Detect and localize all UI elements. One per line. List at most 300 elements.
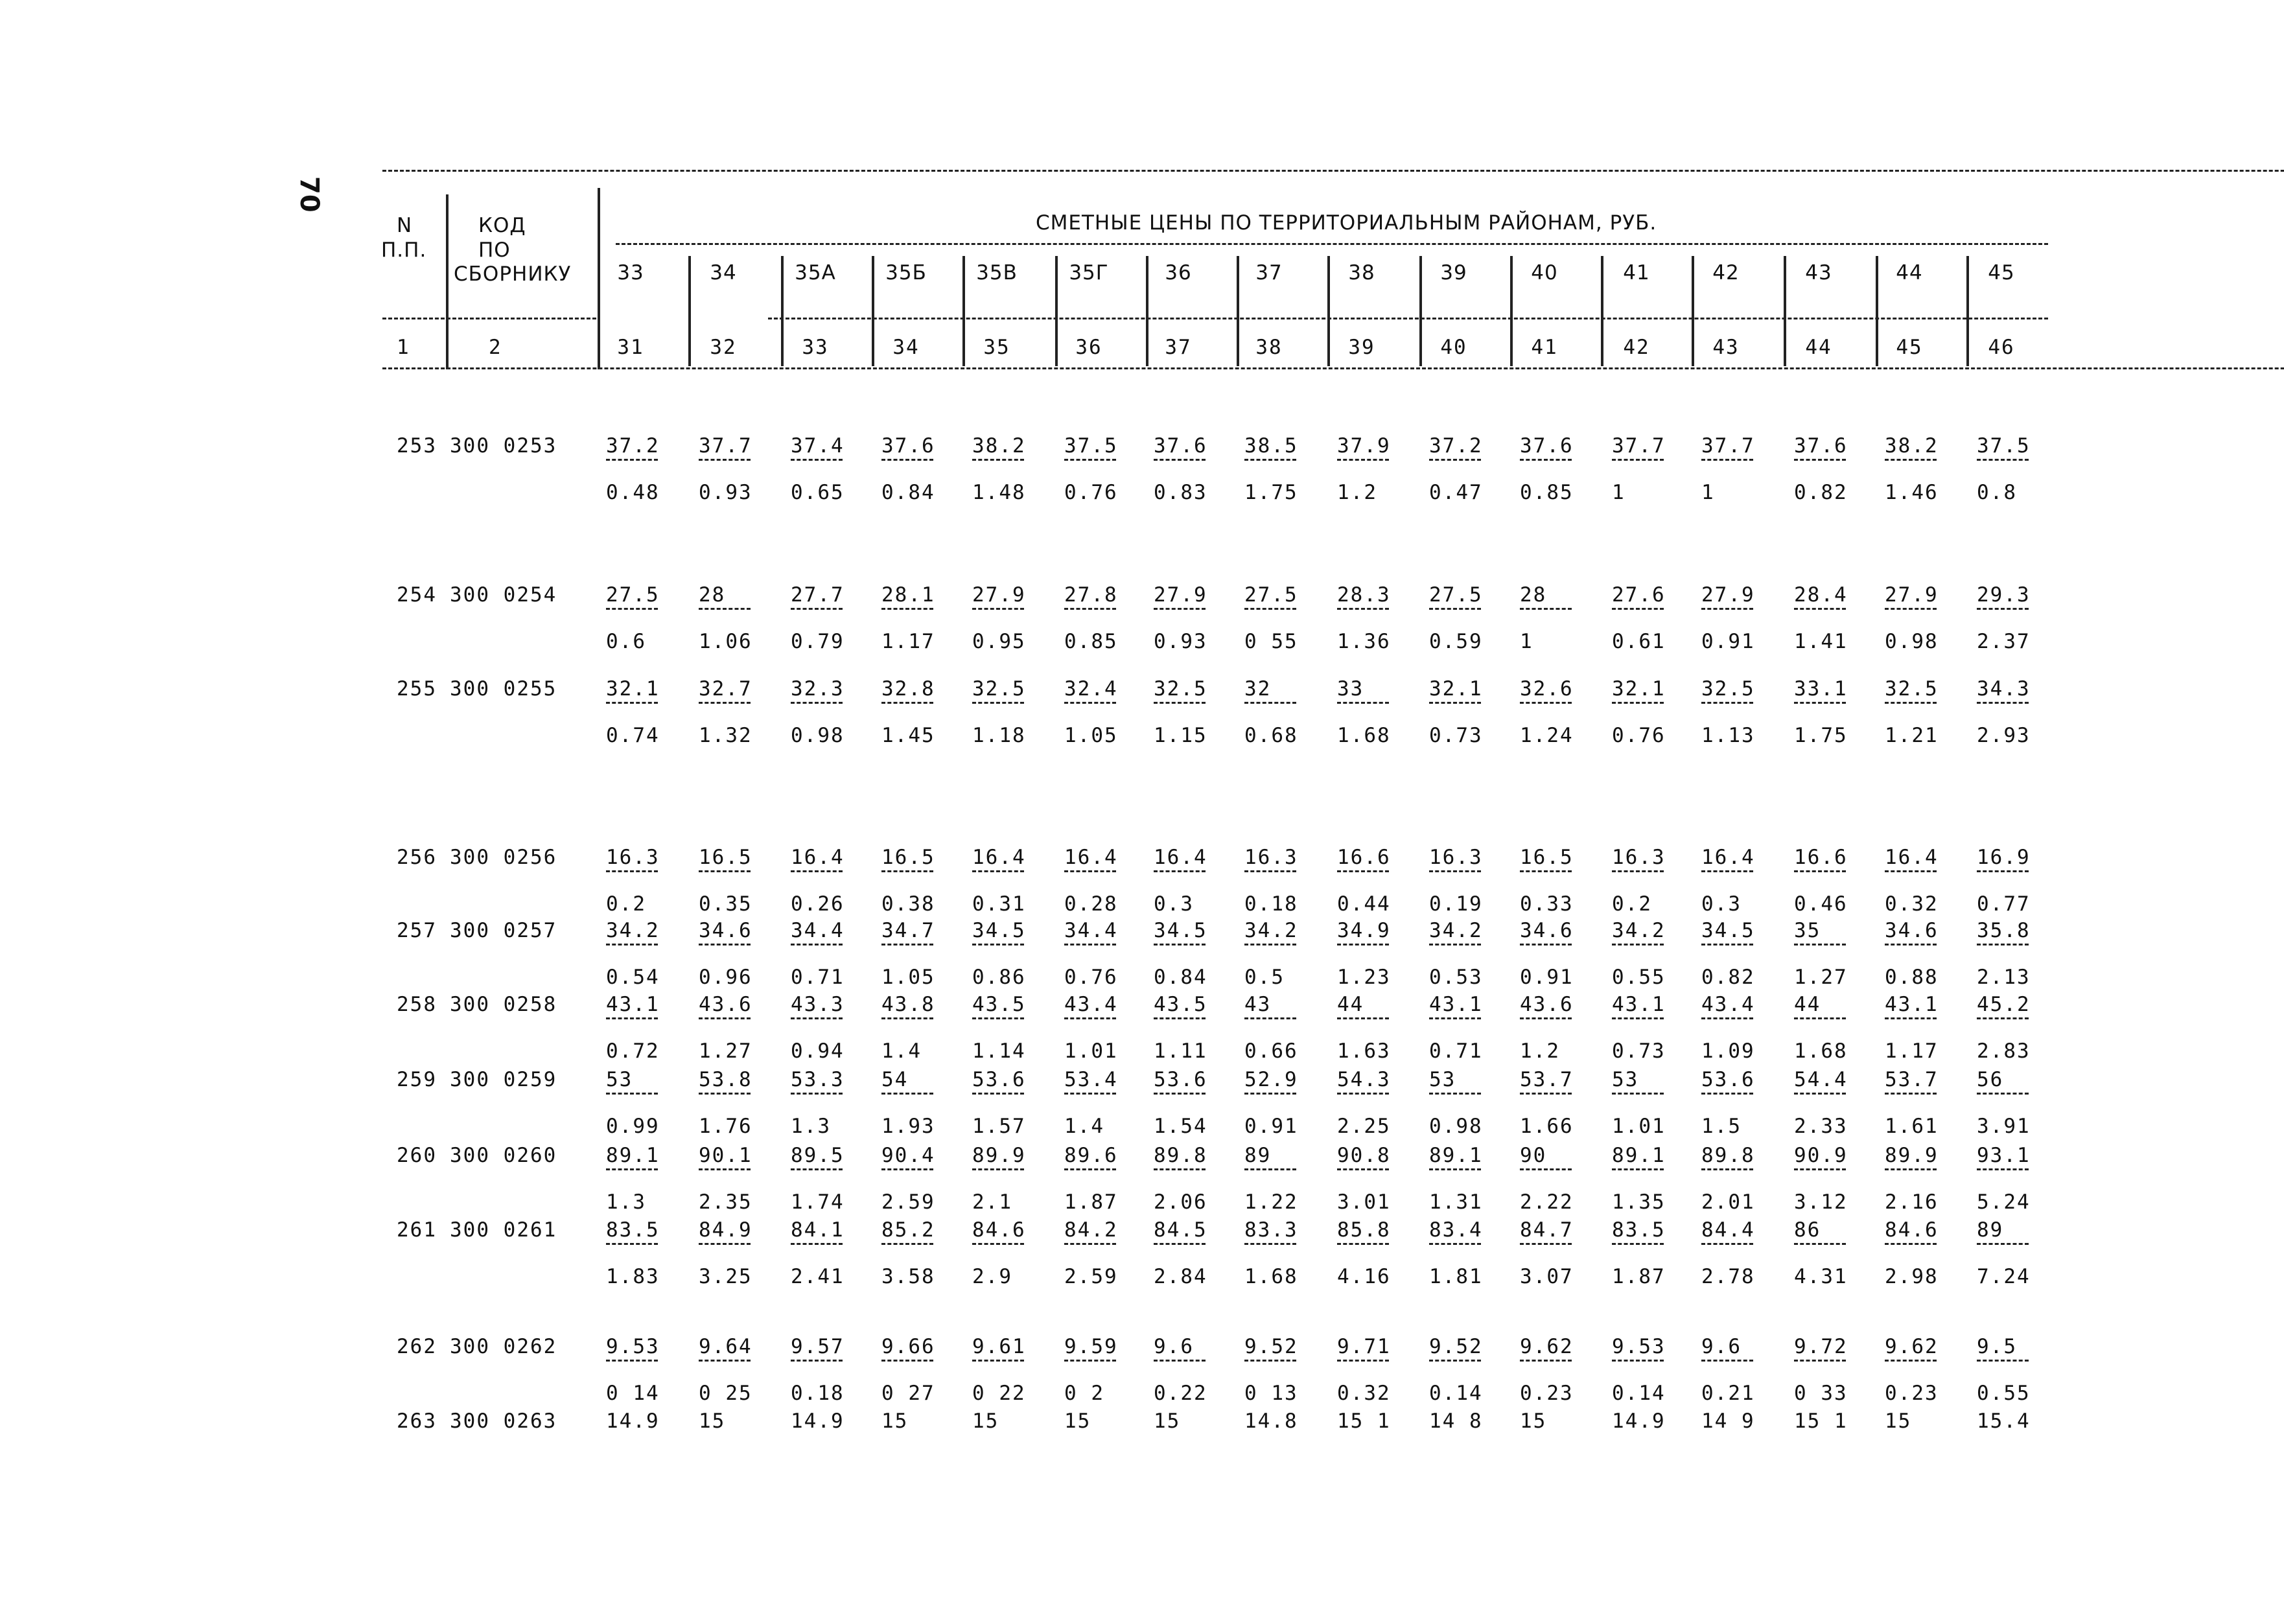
fraction-bar xyxy=(972,608,1024,610)
fraction-bar xyxy=(606,1243,658,1245)
fraction-bar xyxy=(1977,608,2029,610)
fraction-bar xyxy=(972,702,1024,704)
fraction-bar xyxy=(699,1360,751,1362)
price-value: 28 xyxy=(699,583,726,607)
price-value-sub: 0.22 xyxy=(1154,1382,1207,1405)
price-value-sub: 1.23 xyxy=(1337,966,1391,989)
price-value-sub: 1.15 xyxy=(1154,724,1207,747)
fraction-bar xyxy=(1244,608,1296,610)
fraction-bar xyxy=(1064,1360,1116,1362)
price-value: 32.5 xyxy=(972,677,1026,701)
price-value: 84.4 xyxy=(1701,1218,1755,1242)
column-divider xyxy=(781,256,784,366)
price-value: 43.3 xyxy=(791,993,845,1016)
fraction-bar xyxy=(1244,1360,1296,1362)
price-value: 84.7 xyxy=(1520,1218,1574,1242)
price-value: 27.5 xyxy=(1244,583,1298,607)
fraction-bar xyxy=(1612,1360,1664,1362)
fraction-bar xyxy=(1154,608,1206,610)
price-value: 37.6 xyxy=(1520,434,1574,458)
price-value: 14.8 xyxy=(1244,1409,1298,1433)
price-value-sub: 0.82 xyxy=(1794,481,1848,504)
fraction-bar xyxy=(1154,1093,1206,1095)
column-number: 42 xyxy=(1623,336,1650,359)
price-value-sub: 1.4 xyxy=(1064,1115,1104,1138)
price-value-sub: 0 14 xyxy=(606,1382,660,1405)
fraction-bar xyxy=(972,1093,1024,1095)
fraction-bar xyxy=(972,1360,1024,1362)
fraction-bar xyxy=(1520,1017,1572,1019)
price-value-sub: 1.3 xyxy=(791,1115,831,1138)
column-number: 33 xyxy=(802,336,829,359)
fraction-bar xyxy=(1701,1168,1753,1170)
fraction-bar xyxy=(791,1243,843,1245)
price-value-sub: 0.19 xyxy=(1429,892,1483,916)
price-value-sub: 1.45 xyxy=(881,724,935,747)
price-value-sub: 0.35 xyxy=(699,892,752,916)
price-value: 16.5 xyxy=(881,846,935,869)
price-value: 16.6 xyxy=(1794,846,1848,869)
fraction-bar xyxy=(699,944,751,945)
price-value: 27.9 xyxy=(1154,583,1207,607)
price-value-sub: 1.06 xyxy=(699,630,752,653)
price-value: 16.4 xyxy=(1064,846,1118,869)
fraction-bar xyxy=(881,1017,933,1019)
price-value-sub: 1.22 xyxy=(1244,1190,1298,1214)
fraction-bar xyxy=(1429,1093,1481,1095)
price-value: 15 xyxy=(1064,1409,1091,1433)
row-number: 255 xyxy=(397,677,437,701)
price-value: 9.59 xyxy=(1064,1335,1118,1358)
price-value-sub: 5.24 xyxy=(1977,1190,2031,1214)
price-value-sub: 1.83 xyxy=(606,1265,660,1288)
price-value: 93.1 xyxy=(1977,1144,2031,1167)
price-value: 34.3 xyxy=(1977,677,2031,701)
price-value: 32.7 xyxy=(699,677,752,701)
price-value-sub: 2.1 xyxy=(972,1190,1012,1214)
row-number: 254 xyxy=(397,583,437,607)
price-value: 43.5 xyxy=(972,993,1026,1016)
fraction-bar xyxy=(1612,870,1664,872)
fraction-bar xyxy=(1612,1093,1664,1095)
price-value-sub: 0.95 xyxy=(972,630,1026,653)
price-value-sub: 0.73 xyxy=(1429,724,1483,747)
price-value-sub: 1.48 xyxy=(972,481,1026,504)
price-value: 37.6 xyxy=(1794,434,1848,458)
price-value: 53.7 xyxy=(1885,1068,1939,1091)
price-value-sub: 0.82 xyxy=(1701,966,1755,989)
price-value: 16.3 xyxy=(1612,846,1666,869)
price-value-sub: 0 27 xyxy=(881,1382,935,1405)
price-value-sub: 0.85 xyxy=(1064,630,1118,653)
fraction-bar xyxy=(1794,702,1846,704)
fraction-bar xyxy=(1337,1243,1389,1245)
price-value-sub: 0.32 xyxy=(1885,892,1939,916)
price-value-sub: 0.98 xyxy=(1429,1115,1483,1138)
price-value: 90 xyxy=(1520,1144,1547,1167)
fraction-bar xyxy=(1977,1093,2029,1095)
fraction-bar xyxy=(972,459,1024,461)
price-value: 32.1 xyxy=(606,677,660,701)
price-value: 38.5 xyxy=(1244,434,1298,458)
fraction-bar xyxy=(699,1093,751,1095)
price-value: 90.4 xyxy=(881,1144,935,1167)
price-value: 38.2 xyxy=(972,434,1026,458)
price-value-sub: 1.57 xyxy=(972,1115,1026,1138)
fraction-bar xyxy=(1154,1243,1206,1245)
price-value-sub: 0 33 xyxy=(1794,1382,1848,1405)
price-value: 38.2 xyxy=(1885,434,1939,458)
column-number: 36 xyxy=(1075,336,1102,359)
fraction-bar xyxy=(972,944,1024,945)
price-value: 37.7 xyxy=(699,434,752,458)
price-value: 53.4 xyxy=(1064,1068,1118,1091)
row-code: 300 0258 xyxy=(450,993,557,1016)
price-value-sub: 0.98 xyxy=(791,724,845,747)
price-value-sub: 0.23 xyxy=(1520,1382,1574,1405)
price-value: 34.5 xyxy=(1154,919,1207,942)
price-value: 84.5 xyxy=(1154,1218,1207,1242)
price-value: 37.2 xyxy=(606,434,660,458)
price-value-sub: 0 55 xyxy=(1244,630,1298,653)
price-value-sub: 0.31 xyxy=(972,892,1026,916)
price-value: 9.52 xyxy=(1429,1335,1483,1358)
price-value-sub: 0.38 xyxy=(881,892,935,916)
price-value: 32.6 xyxy=(1520,677,1574,701)
price-value: 14.9 xyxy=(791,1409,845,1433)
price-value-sub: 1.76 xyxy=(699,1115,752,1138)
fraction-bar xyxy=(972,1168,1024,1170)
fraction-bar xyxy=(699,1168,751,1170)
fraction-bar xyxy=(791,1093,843,1095)
column-divider xyxy=(1966,256,1969,366)
price-value: 9.52 xyxy=(1244,1335,1298,1358)
column-divider xyxy=(1419,256,1422,366)
fraction-bar xyxy=(972,870,1024,872)
district-header: 35Б xyxy=(885,261,927,284)
column-divider xyxy=(1146,256,1148,366)
column-divider xyxy=(872,256,874,366)
price-value: 53 xyxy=(606,1068,633,1091)
fraction-bar xyxy=(1794,1017,1846,1019)
price-value-sub: 0 25 xyxy=(699,1382,752,1405)
fraction-bar xyxy=(1701,1360,1753,1362)
price-value: 16.4 xyxy=(1154,846,1207,869)
price-value-sub: 0.55 xyxy=(1977,1382,2031,1405)
price-value-sub: 2.06 xyxy=(1154,1190,1207,1214)
price-value-sub: 2.13 xyxy=(1977,966,2031,989)
price-value-sub: 0.18 xyxy=(791,1382,845,1405)
fraction-bar xyxy=(1064,1243,1116,1245)
price-value: 34.5 xyxy=(972,919,1026,942)
district-header: 35Г xyxy=(1069,261,1109,284)
fraction-bar xyxy=(1064,870,1116,872)
fraction-bar xyxy=(1337,702,1389,704)
fraction-bar xyxy=(1977,870,2029,872)
price-value-sub: 2.41 xyxy=(791,1265,845,1288)
price-value-sub: 1.41 xyxy=(1794,630,1848,653)
fraction-bar xyxy=(1885,870,1937,872)
price-value: 54.4 xyxy=(1794,1068,1848,1091)
fraction-bar xyxy=(1337,1360,1389,1362)
price-value-sub: 1.93 xyxy=(881,1115,935,1138)
row-number: 257 xyxy=(397,919,437,942)
price-value: 37.4 xyxy=(791,434,845,458)
row-number: 262 xyxy=(397,1335,437,1358)
price-value-sub: 0.66 xyxy=(1244,1039,1298,1063)
fraction-bar xyxy=(1337,608,1389,610)
fraction-bar xyxy=(1977,459,2029,461)
price-value-sub: 0.5 xyxy=(1244,966,1285,989)
price-value: 89 xyxy=(1244,1144,1272,1167)
price-value-sub: 2.16 xyxy=(1885,1190,1939,1214)
price-value: 9.57 xyxy=(791,1335,845,1358)
price-value-sub: 1.11 xyxy=(1154,1039,1207,1063)
price-value-sub: 2.25 xyxy=(1337,1115,1391,1138)
fraction-bar xyxy=(1064,459,1116,461)
price-value: 43.6 xyxy=(699,993,752,1016)
header-rule xyxy=(382,367,2284,369)
price-value-sub: 1.75 xyxy=(1244,481,1298,504)
price-value-sub: 1.61 xyxy=(1885,1115,1939,1138)
fraction-bar xyxy=(1701,459,1753,461)
price-value: 89 xyxy=(1977,1218,2004,1242)
column-number: 40 xyxy=(1440,336,1467,359)
price-value: 9.53 xyxy=(606,1335,660,1358)
fraction-bar xyxy=(881,702,933,704)
price-value-sub: 3.25 xyxy=(699,1265,752,1288)
price-value-sub: 0.33 xyxy=(1520,892,1574,916)
price-value-sub: 2.37 xyxy=(1977,630,2031,653)
price-value-sub: 2.78 xyxy=(1701,1265,1755,1288)
district-header: 42 xyxy=(1712,261,1740,284)
price-value: 89.1 xyxy=(1612,1144,1666,1167)
price-value-sub: 0.21 xyxy=(1701,1382,1755,1405)
column-divider xyxy=(1237,256,1239,366)
fraction-bar xyxy=(1794,1093,1846,1095)
price-value-sub: 0.46 xyxy=(1794,892,1848,916)
price-value: 16.4 xyxy=(972,846,1026,869)
fraction-bar xyxy=(1520,459,1572,461)
fraction-bar xyxy=(791,870,843,872)
price-value-sub: 1.5 xyxy=(1701,1115,1742,1138)
price-value-sub: 4.31 xyxy=(1794,1265,1848,1288)
price-value-sub: 1.68 xyxy=(1794,1039,1848,1063)
fraction-bar xyxy=(1701,608,1753,610)
price-value: 83.5 xyxy=(1612,1218,1666,1242)
price-value-sub: 1.81 xyxy=(1429,1265,1483,1288)
price-value: 53 xyxy=(1612,1068,1639,1091)
fraction-bar xyxy=(1612,1017,1664,1019)
price-value: 15 xyxy=(1885,1409,1912,1433)
price-value: 34.9 xyxy=(1337,919,1391,942)
column-divider xyxy=(598,188,600,369)
fraction-bar xyxy=(1064,608,1116,610)
column-number: 46 xyxy=(1988,336,2015,359)
price-value-sub: 0.71 xyxy=(1429,1039,1483,1063)
price-value-sub: 1.14 xyxy=(972,1039,1026,1063)
fraction-bar xyxy=(1244,1017,1296,1019)
price-value: 37.6 xyxy=(881,434,935,458)
price-value-sub: 0.2 xyxy=(606,892,646,916)
district-header: 39 xyxy=(1440,261,1467,284)
fraction-bar xyxy=(881,944,933,945)
price-value-sub: 2.22 xyxy=(1520,1190,1574,1214)
fraction-bar xyxy=(1885,944,1937,945)
column-number: 38 xyxy=(1255,336,1283,359)
price-value-sub: 0.59 xyxy=(1429,630,1483,653)
price-value: 89.1 xyxy=(606,1144,660,1167)
price-value-sub: 1.05 xyxy=(881,966,935,989)
price-value: 16.4 xyxy=(791,846,845,869)
row-number: 256 xyxy=(397,846,437,869)
fraction-bar xyxy=(699,1017,751,1019)
column-number: 43 xyxy=(1712,336,1740,359)
row-code: 300 0263 xyxy=(450,1409,557,1433)
price-value: 32.5 xyxy=(1154,677,1207,701)
column-divider xyxy=(962,256,965,366)
price-value: 44 xyxy=(1794,993,1821,1016)
price-value: 43.4 xyxy=(1064,993,1118,1016)
price-value: 27.9 xyxy=(972,583,1026,607)
price-value: 86 xyxy=(1794,1218,1821,1242)
fraction-bar xyxy=(606,1360,658,1362)
column-divider xyxy=(1692,256,1694,366)
price-value: 43.1 xyxy=(606,993,660,1016)
column-number: 1 xyxy=(397,336,410,359)
price-value: 53 xyxy=(1429,1068,1456,1091)
price-value-sub: 1.75 xyxy=(1794,724,1848,747)
price-value-sub: 1.17 xyxy=(1885,1039,1939,1063)
column-divider xyxy=(688,256,691,366)
price-value: 9.71 xyxy=(1337,1335,1391,1358)
price-value: 56 xyxy=(1977,1068,2004,1091)
price-value: 28.4 xyxy=(1794,583,1848,607)
price-value-sub: 1.01 xyxy=(1064,1039,1118,1063)
district-header: 41 xyxy=(1623,261,1650,284)
fraction-bar xyxy=(1520,1093,1572,1095)
fraction-bar xyxy=(699,459,751,461)
price-value: 15 xyxy=(1520,1409,1547,1433)
fraction-bar xyxy=(1977,702,2029,704)
price-value: 53.6 xyxy=(972,1068,1026,1091)
price-value-sub: 0.74 xyxy=(606,724,660,747)
fraction-bar xyxy=(1612,1243,1664,1245)
fraction-bar xyxy=(1064,944,1116,945)
price-value-sub: 0 22 xyxy=(972,1382,1026,1405)
row-number: 261 xyxy=(397,1218,437,1242)
price-value-sub: 1.27 xyxy=(699,1039,752,1063)
fraction-bar xyxy=(1429,1168,1481,1170)
row-number: 253 xyxy=(397,434,437,458)
fraction-bar xyxy=(1429,870,1481,872)
fraction-bar xyxy=(791,702,843,704)
fraction-bar xyxy=(1701,1017,1753,1019)
fraction-bar xyxy=(699,870,751,872)
price-value-sub: 1.32 xyxy=(699,724,752,747)
price-value: 35.8 xyxy=(1977,919,2031,942)
price-value-sub: 1.66 xyxy=(1520,1115,1574,1138)
price-value-sub: 3.07 xyxy=(1520,1265,1574,1288)
price-value-sub: 0.93 xyxy=(1154,630,1207,653)
price-value-sub: 0.32 xyxy=(1337,1382,1391,1405)
price-value: 43.4 xyxy=(1701,993,1755,1016)
price-value-sub: 0.53 xyxy=(1429,966,1483,989)
fraction-bar xyxy=(1244,1168,1296,1170)
price-value: 32.8 xyxy=(881,677,935,701)
header-code-sub2: СБОРНИКУ xyxy=(454,262,572,286)
fraction-bar xyxy=(1244,1243,1296,1245)
fraction-bar xyxy=(1794,870,1846,872)
price-value: 9.53 xyxy=(1612,1335,1666,1358)
price-value: 15 xyxy=(972,1409,999,1433)
price-value-sub: 0.86 xyxy=(972,966,1026,989)
price-value: 15 xyxy=(1154,1409,1181,1433)
price-value: 85.8 xyxy=(1337,1218,1391,1242)
price-value-sub: 1.18 xyxy=(972,724,1026,747)
price-value-sub: 2.98 xyxy=(1885,1265,1939,1288)
fraction-bar xyxy=(1794,944,1846,945)
price-value: 32.1 xyxy=(1429,677,1483,701)
price-value: 89.6 xyxy=(1064,1144,1118,1167)
price-value-sub: 1.87 xyxy=(1064,1190,1118,1214)
price-value-sub: 0.91 xyxy=(1520,966,1574,989)
price-value-sub: 1.36 xyxy=(1337,630,1391,653)
price-value-sub: 0.8 xyxy=(1977,481,2017,504)
price-value-sub: 0.55 xyxy=(1612,966,1666,989)
column-divider xyxy=(1055,256,1058,366)
fraction-bar xyxy=(1154,1017,1206,1019)
fraction-bar xyxy=(606,459,658,461)
fraction-bar xyxy=(1429,702,1481,704)
price-value: 9.62 xyxy=(1520,1335,1574,1358)
fraction-bar xyxy=(1064,1017,1116,1019)
price-value: 83.5 xyxy=(606,1218,660,1242)
price-value-sub: 1 xyxy=(1701,481,1715,504)
column-number: 37 xyxy=(1165,336,1192,359)
fraction-bar xyxy=(1885,459,1937,461)
price-value-sub: 1.63 xyxy=(1337,1039,1391,1063)
fraction-bar xyxy=(1977,1360,2029,1362)
price-value-sub: 1.05 xyxy=(1064,724,1118,747)
price-value-sub: 1.68 xyxy=(1337,724,1391,747)
row-code: 300 0255 xyxy=(450,677,557,701)
price-value: 34.5 xyxy=(1701,919,1755,942)
price-value: 9.66 xyxy=(881,1335,935,1358)
price-value: 14 9 xyxy=(1701,1409,1755,1433)
district-header: 40 xyxy=(1531,261,1558,284)
fraction-bar xyxy=(1064,1093,1116,1095)
header-code: КОД xyxy=(478,214,526,237)
price-value: 27.7 xyxy=(791,583,845,607)
price-value-sub: 1.13 xyxy=(1701,724,1755,747)
price-value-sub: 1.24 xyxy=(1520,724,1574,747)
price-value-sub: 1.2 xyxy=(1520,1039,1560,1063)
fraction-bar xyxy=(1154,944,1206,945)
price-value: 43.5 xyxy=(1154,993,1207,1016)
fraction-bar xyxy=(1701,1243,1753,1245)
price-value: 89.9 xyxy=(972,1144,1026,1167)
fraction-bar xyxy=(791,608,843,610)
price-value-sub: 0.44 xyxy=(1337,892,1391,916)
fraction-bar xyxy=(1064,702,1116,704)
fraction-bar xyxy=(1244,944,1296,945)
fraction-bar xyxy=(1612,702,1664,704)
fraction-bar xyxy=(1337,1168,1389,1170)
fraction-bar xyxy=(881,870,933,872)
district-header: 34 xyxy=(710,261,737,284)
price-value-sub: 1.01 xyxy=(1612,1115,1666,1138)
